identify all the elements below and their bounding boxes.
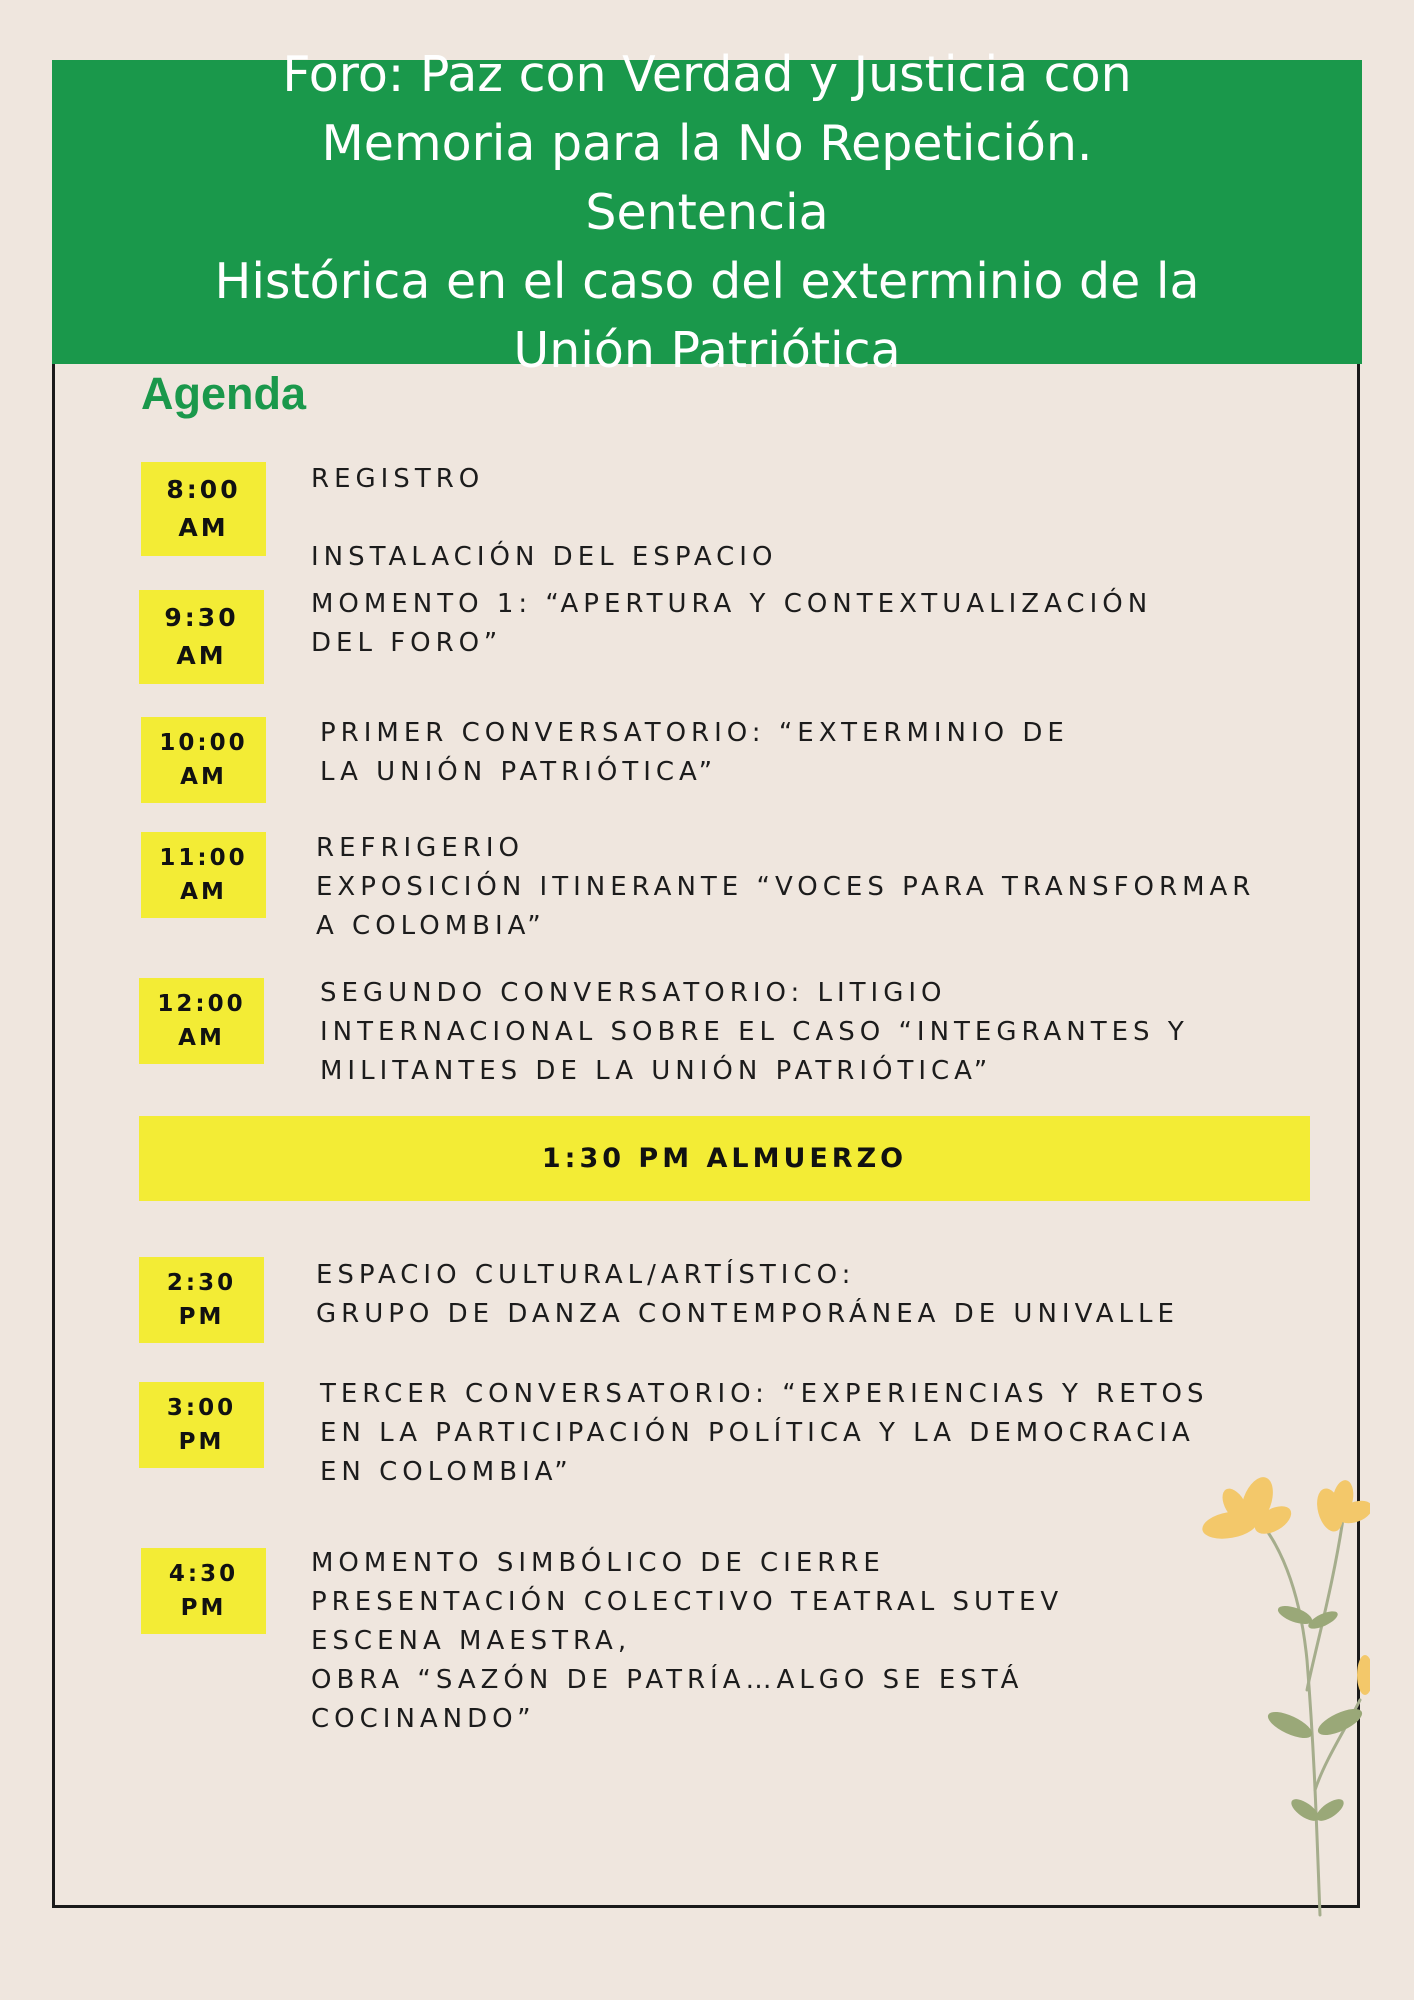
time-badge: 9:30 AM xyxy=(139,590,264,684)
agenda-item-text: PRIMER CONVERSATORIO: “EXTERMINIO DE LA UNIÓN PATRIÓTICA” xyxy=(320,718,1069,787)
page-title: Foro: Paz con Verdad y Justicia con Memoria para la No Repetición. Sentencia Histórica en el caso del exterminio de la Unión Patriótica xyxy=(214,45,1200,379)
time-badge: 8:00 AM xyxy=(141,462,266,556)
time-badge: 3:00 PM xyxy=(139,1382,264,1468)
header-banner xyxy=(52,45,1362,379)
agenda-heading: Agenda xyxy=(141,368,307,419)
time-badge: 12:00 AM xyxy=(139,978,264,1064)
agenda-item-text: REGISTRO INSTALACIÓN DEL ESPACIO xyxy=(311,464,778,572)
agenda-item-text: SEGUNDO CONVERSATORIO: LITIGIO INTERNACIONAL SOBRE EL CASO “INTEGRANTES Y MILITANTES DE LA UNIÓN PATRIÓTICA” xyxy=(320,978,1189,1086)
agenda-item-text: MOMENTO SIMBÓLICO DE CIERRE PRESENTACIÓN COLECTIVO TEATRAL SUTEV ESCENA MAESTRA, OBRA “SAZÓN DE PATRÍA…ALGO SE ESTÁ COCINANDO” xyxy=(311,1548,1064,1734)
time-badge: 2:30 PM xyxy=(139,1257,264,1343)
lunch-banner: 1:30 PM ALMUERZO xyxy=(139,1116,1310,1201)
time-badge: 10:00 AM xyxy=(141,717,266,803)
agenda-item-text: REFRIGERIO EXPOSICIÓN ITINERANTE “VOCES PARA TRANSFORMAR A COLOMBIA” xyxy=(316,833,1256,941)
time-badge: 4:30 PM xyxy=(141,1548,266,1634)
agenda-item-text: ESPACIO CULTURAL/ARTÍSTICO: GRUPO DE DANZA CONTEMPORÁNEA DE UNIVALLE xyxy=(316,1260,1179,1329)
agenda-item-text: TERCER CONVERSATORIO: “EXPERIENCIAS Y RETOS EN LA PARTICIPACIÓN POLÍTICA Y LA DEMOCRACIA EN COLOMBIA” xyxy=(320,1379,1209,1487)
agenda-item-text: MOMENTO 1: “APERTURA Y CONTEXTUALIZACIÓN DEL FORO” xyxy=(311,589,1153,658)
flower-illustration xyxy=(1195,1460,1370,1920)
time-badge: 11:00 AM xyxy=(141,832,266,918)
